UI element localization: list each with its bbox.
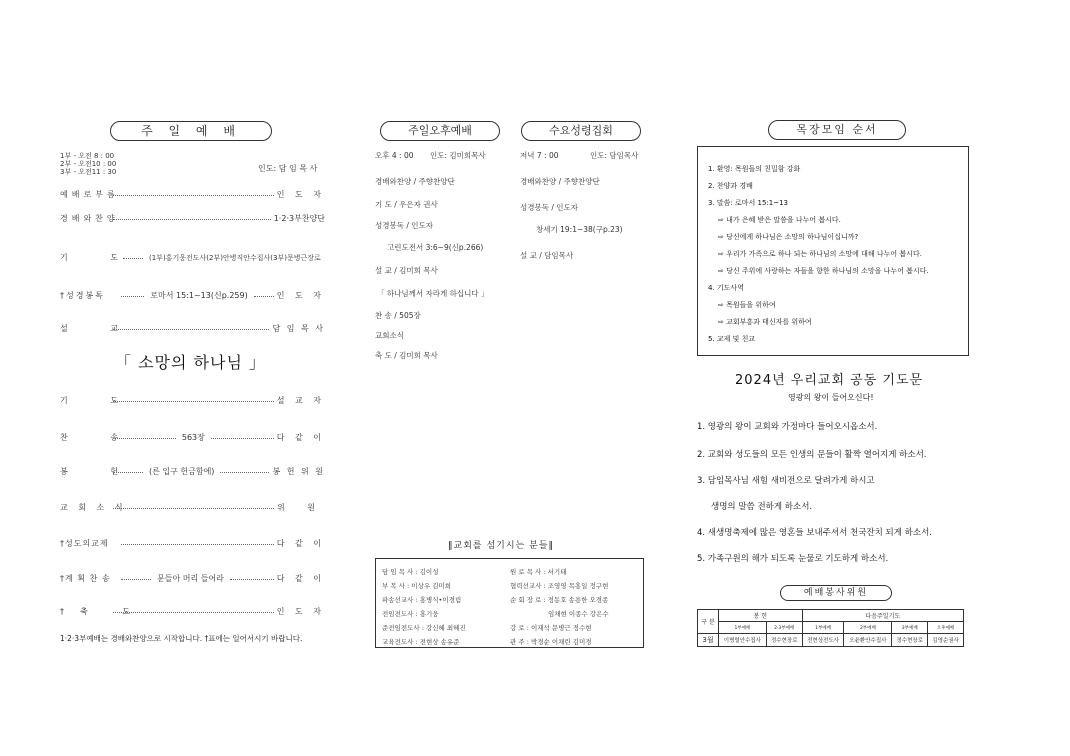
- sunday-service-title: 주 일 예 배: [110, 121, 272, 141]
- row-right: 다 같 이: [276, 574, 325, 583]
- row-mid: 문들아 머리 들어라: [157, 574, 224, 583]
- header-offering: 봉 헌: [718, 610, 802, 622]
- row-label: 예배로부름: [60, 190, 119, 199]
- order-row: [60, 432, 325, 443]
- dotted-leader: [113, 611, 274, 613]
- staff-line: 임채현 이종수 강은수: [548, 610, 609, 618]
- wednesday-leader: 인도: 담임목사: [590, 151, 639, 160]
- order-row: [60, 538, 325, 549]
- dotted-leader: [121, 578, 151, 580]
- dotted-leader: [121, 543, 274, 545]
- row-mid: (른 입구 헌금함에): [149, 467, 215, 476]
- staff-line: 협력선교사 : 조영영 목홍일 정구현: [510, 582, 609, 590]
- row-right: 인 도 자: [276, 190, 325, 199]
- list-item: 창세기 19:1~38(구p.23): [536, 225, 623, 234]
- dotted-leader: [113, 437, 176, 439]
- dotted-leader: [230, 578, 274, 580]
- prayer-line: 2. 교회와 성도들의 모든 인생의 문들이 활짝 열어지게 하소서.: [697, 450, 927, 460]
- table-cell: 전현상전도사: [802, 634, 844, 647]
- list-item: 4. 기도사역: [708, 284, 744, 292]
- row-label: 봉 헌: [60, 467, 138, 476]
- prayer-line: 생명의 말씀 전하게 하소서.: [711, 502, 813, 512]
- dotted-leader: [113, 328, 269, 330]
- row-label: 기 도: [60, 396, 138, 405]
- prayer-subtitle: 영광의 왕이 들어오신다!: [788, 393, 874, 402]
- table-cell: 김영순권사: [928, 634, 964, 647]
- row-right: 위 원: [277, 503, 325, 512]
- table-cell: 정수현장로: [892, 634, 928, 647]
- subheader: 2·3부예배: [766, 622, 802, 634]
- staff-title: ‖교회를 섬기시는 분들‖: [448, 541, 554, 551]
- row-right: 인 도 자: [276, 291, 325, 300]
- table-row: [698, 622, 964, 634]
- order-row: [60, 213, 325, 224]
- list-item: 설 교 / 김미희 목사: [375, 266, 438, 275]
- staff-line: 원 로 목 사 : 서기태: [510, 568, 567, 576]
- cell-meeting-box: [697, 146, 969, 356]
- table-cell: 이병렬안수집사: [718, 634, 766, 647]
- staff-line: 파송선교사 : 홍병식•이경림: [382, 596, 462, 604]
- list-item: ⇨ 우리가 가족으로 하나 되는 하나님의 소망에 대해 나누어 봅시다.: [718, 250, 922, 258]
- afternoon-service-title: 주일오후예배: [380, 121, 500, 141]
- list-item: 교회소식: [375, 331, 404, 340]
- row-right: 담 임 목 사: [272, 324, 325, 333]
- order-row: [60, 502, 325, 513]
- prayer-line: 5. 가족구원의 해가 되도록 눈물로 기도하게 하소서.: [697, 554, 889, 564]
- list-item: 경배와찬양 / 주향찬양단: [520, 177, 600, 186]
- prayer-line: 3. 담임목사님 새힘 새비전으로 달려가게 하시고: [697, 476, 875, 486]
- staff-line: 전임전도사 : 홍기웅: [382, 610, 439, 618]
- prayer-title: 2024년 우리교회 공동 기도문: [735, 373, 924, 388]
- cell-meeting-title: 목장모임 순서: [768, 120, 906, 140]
- row-label: 교 회 소 식: [60, 503, 127, 512]
- subheader: 3부예배: [892, 622, 928, 634]
- wednesday-service-title: 수요성령집회: [521, 121, 641, 141]
- dotted-leader: [121, 295, 144, 297]
- volunteers-title: 예배봉사위원: [780, 585, 892, 601]
- list-item: 1. 환영: 목원들의 친밀함 강화: [708, 165, 801, 173]
- order-row: [60, 290, 325, 301]
- order-row: [60, 395, 325, 406]
- header-gubun: 구 분: [698, 610, 719, 634]
- leader-label: 인도: 담 임 목 사: [258, 164, 318, 173]
- dotted-leader: [123, 257, 143, 259]
- list-item: ⇨ 교회부흥과 태신자를 위하여: [718, 318, 812, 326]
- row-right: 다 같 이: [276, 539, 325, 548]
- row-label: †계 획 찬 송: [60, 574, 111, 583]
- table-cell: 오윤환안수집사: [844, 634, 892, 647]
- prayer-line: 1. 영광의 왕이 교회와 가정마다 들어오시옵소서.: [697, 422, 878, 432]
- row-mid: (1부)홍기웅전도사(2부)안병직안수집사(3부)문병근장로: [149, 253, 321, 262]
- list-item: ⇨ 내가 은혜 받은 말씀을 나누어 봅시다.: [718, 216, 841, 224]
- dotted-leader: [254, 295, 274, 297]
- row-right: 다 같 이: [276, 433, 325, 442]
- table-cell: 정수현장로: [766, 634, 802, 647]
- table-row: [698, 610, 964, 622]
- list-item: ⇨ 목원들을 위하여: [718, 301, 776, 309]
- list-item: 설 교 / 담임목사: [520, 251, 574, 260]
- list-item: 3. 말씀: 로마서 15:1~13: [708, 199, 789, 207]
- header-next-prayer: 다음주일기도: [802, 610, 963, 622]
- dotted-leader: [113, 400, 274, 402]
- row-right: 인 도 자: [276, 607, 325, 616]
- dotted-leader: [211, 437, 274, 439]
- staff-line: 관 주 : 박경순 이채린 김미경: [510, 638, 592, 646]
- list-item: 성경봉독 / 인도자: [375, 221, 434, 230]
- subheader: 2부예배: [844, 622, 892, 634]
- row-label: †축 도: [60, 607, 146, 616]
- list-item: 고린도전서 3:6~9(신p.266): [387, 243, 484, 252]
- order-row: [60, 466, 325, 477]
- time-1: 1부 - 오전 8 : 00: [60, 152, 115, 160]
- month-cell: 3월: [698, 634, 719, 647]
- dotted-leader: [113, 471, 143, 473]
- sermon-title: 「 소망의 하나님 」: [115, 353, 266, 372]
- order-row: [60, 323, 325, 334]
- subheader: 오후예배: [928, 622, 964, 634]
- dotted-leader: [220, 471, 269, 473]
- row-right: 봉 헌 위 원: [272, 467, 325, 476]
- row-label: †성경봉독: [60, 291, 105, 300]
- list-item: 축 도 / 김미희 목사: [375, 351, 438, 360]
- dotted-leader: [113, 507, 274, 509]
- list-item: 2. 찬양과 경배: [708, 182, 753, 190]
- row-right: 1·2·3부찬양단: [273, 214, 325, 223]
- order-row: [60, 189, 325, 200]
- row-mid: 563장: [181, 433, 205, 442]
- staff-left: [382, 565, 466, 649]
- row-label: 찬 송: [60, 433, 138, 442]
- row-label: 기 도: [60, 253, 138, 262]
- row-mid: 로마서 15:1~13(신p.259): [150, 291, 248, 300]
- list-item: 찬 송 / 505장: [375, 311, 421, 320]
- list-item: 성경봉독 / 인도자: [520, 203, 579, 212]
- staff-line: 순 회 장 로 : 정동호 송용한 오경종: [510, 596, 609, 604]
- order-row: [60, 606, 325, 617]
- volunteer-table: [697, 609, 964, 647]
- row-label: 경배와찬양: [60, 214, 119, 223]
- staff-line: 강 로 : 이재석 문병근 정수현: [510, 624, 592, 632]
- staff-line: 담 임 목 사 : 김이성: [382, 568, 439, 576]
- subheader: 1부예배: [802, 622, 844, 634]
- wednesday-time: 저녁 7 : 00: [520, 151, 559, 160]
- list-item: 「 하나님께서 자라게 하십니다 」: [377, 289, 489, 298]
- table-row: [698, 634, 964, 647]
- afternoon-time: 오후 4 : 00: [375, 151, 414, 160]
- list-item: ⇨ 당신 주위에 사랑하는 자들을 향한 하나님의 소망을 나누어 봅시다.: [718, 267, 929, 275]
- staff-box: [375, 558, 644, 648]
- list-item: 5. 교제 및 친교: [708, 335, 756, 343]
- staff-right: [510, 565, 609, 649]
- order-row: [60, 573, 325, 584]
- list-item: 기 도 / 우은자 권사: [375, 200, 438, 209]
- list-item: 경배와찬양 / 주향찬양단: [375, 177, 455, 186]
- dotted-leader: [113, 218, 271, 220]
- staff-line: 부 목 사 : 이상우 김미희: [382, 582, 452, 590]
- subheader: 1부예배: [718, 622, 766, 634]
- row-label: 설 교: [60, 324, 138, 333]
- service-times: [60, 152, 116, 176]
- footnote: 1·2·3부예배는 경배와찬양으로 시작합니다. †표에는 일어서시기 바랍니다.: [60, 634, 303, 643]
- row-label: †성도의교제: [60, 539, 109, 548]
- prayer-line: 4. 새생명축제에 많은 영혼들 보내주셔서 천국잔치 되게 하소서.: [697, 528, 933, 538]
- list-item: ⇨ 당신에게 하나님은 소망의 하나님이십니까?: [718, 233, 859, 241]
- dotted-leader: [113, 194, 274, 196]
- cell-items: [708, 161, 929, 348]
- staff-line: 교육전도사 : 전현상 송유준: [382, 638, 460, 646]
- time-2: 2부 - 오전10 : 00: [60, 160, 117, 168]
- afternoon-leader: 인도: 김미희목사: [430, 151, 486, 160]
- row-right: 설 교 자: [276, 396, 325, 405]
- order-row: [60, 252, 325, 263]
- time-3: 3부 - 오전11 : 30: [60, 168, 117, 176]
- staff-line: 준전임전도사 : 강신혜 최혜진: [382, 624, 466, 632]
